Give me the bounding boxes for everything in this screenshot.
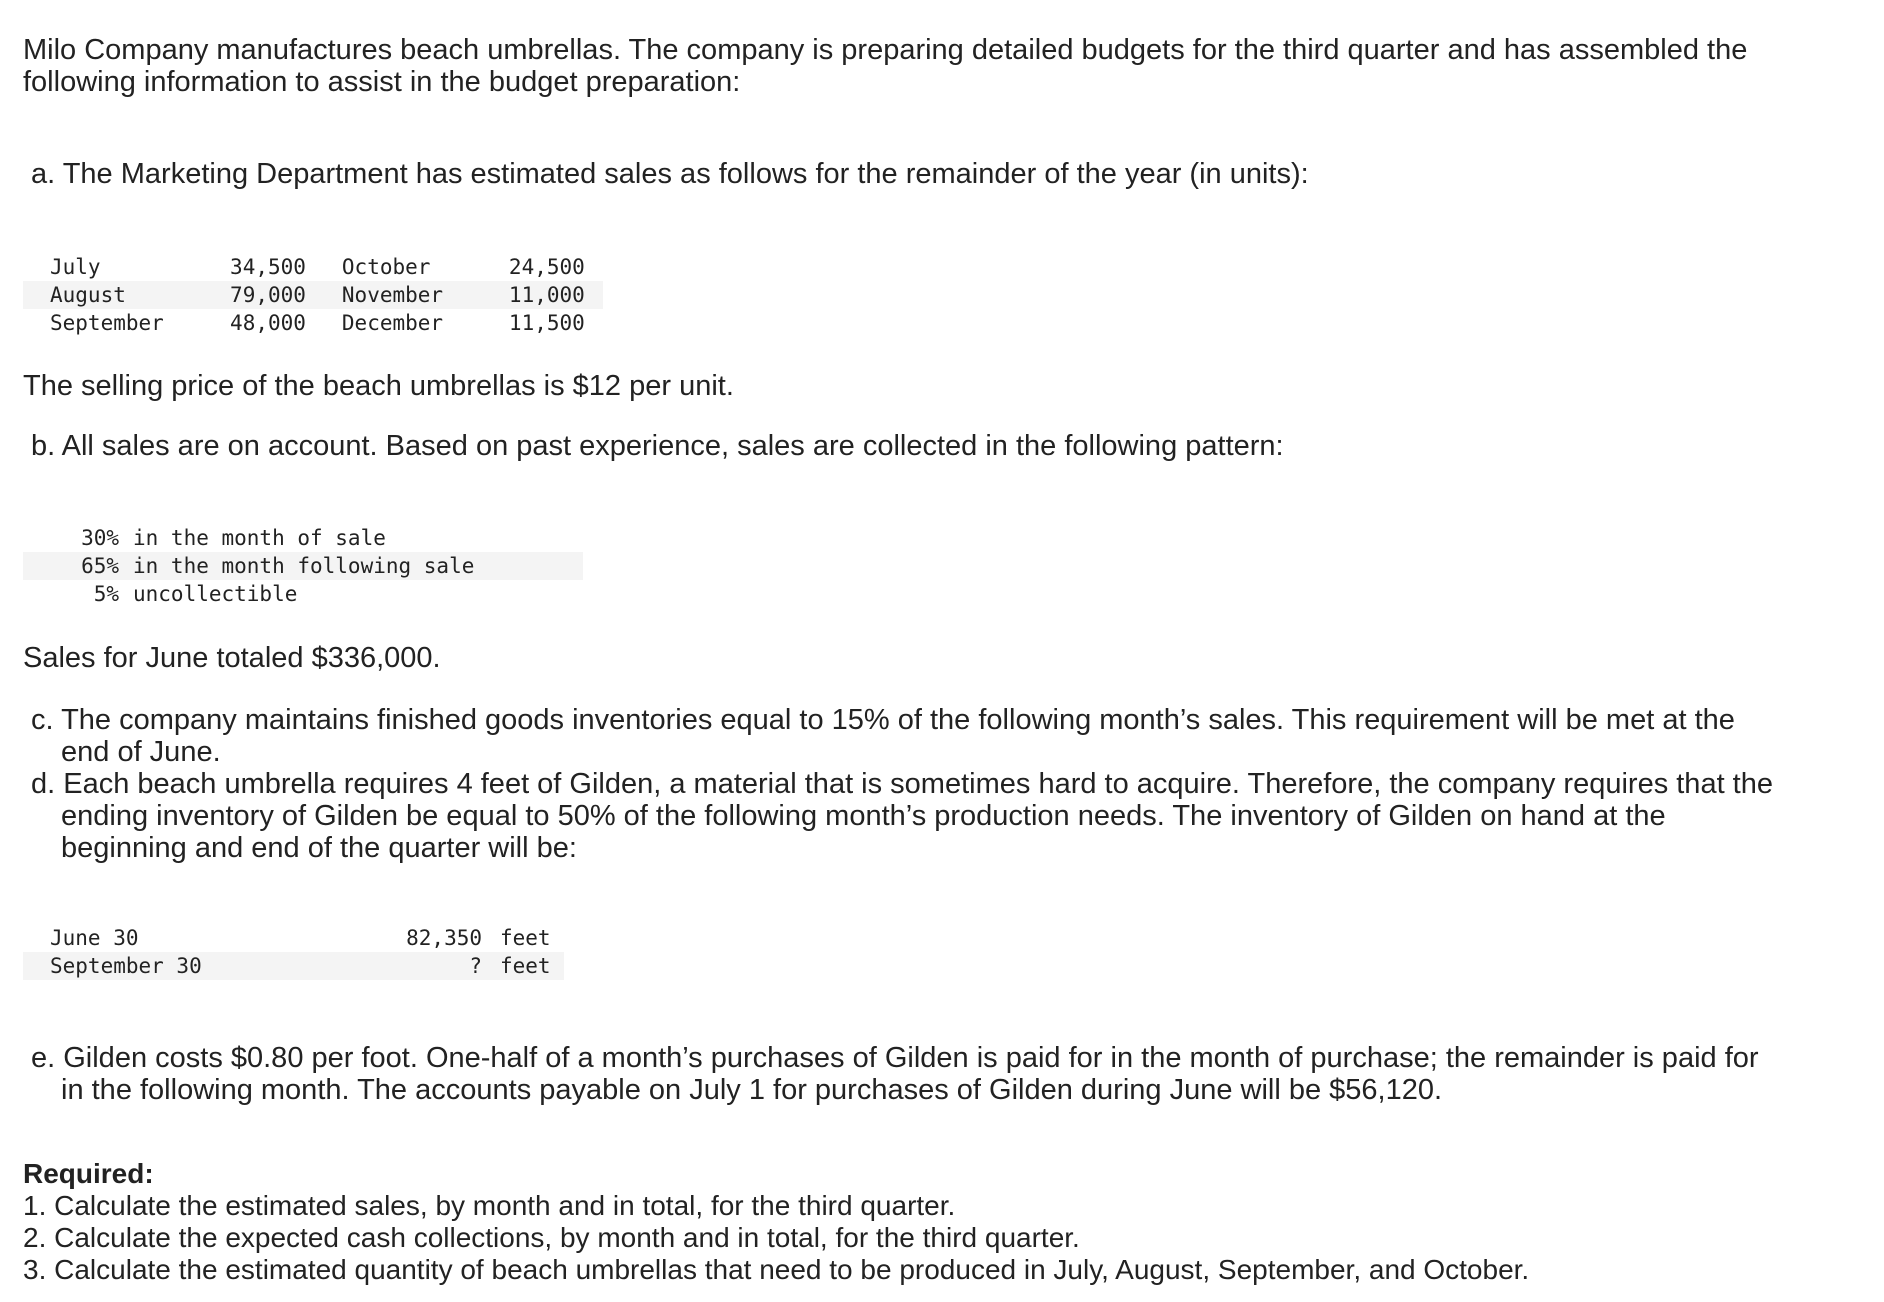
month-label: October <box>341 255 431 279</box>
date-label: September 30 <box>23 952 330 980</box>
item-a-text: a. The Marketing Department has estimated sales as follows for the remainder of the year (in units): <box>31 158 1309 190</box>
item-d-text: d. Each beach umbrella requires 4 feet of Gilden, a material that is sometimes hard to acquire. Therefore, the company requires that the ending inventory of Gilden be equal to 50% of the following month’s production needs. The inventory of Gilden on hand at the beginning and end of the quarter will be: <box>31 768 1773 864</box>
table-row <box>23 253 603 281</box>
gilden-inventory-table <box>23 924 564 980</box>
page-bottom-edge <box>0 1286 1884 1302</box>
collection-description: uncollectible <box>133 582 298 606</box>
table-row <box>23 552 583 580</box>
required-item: 3. Calculate the estimated quantity of beach umbrellas that need to be produced in July, August, September, and October. <box>23 1254 1530 1285</box>
percent-value: 5% <box>93 582 119 606</box>
month-label: July <box>50 255 101 279</box>
month-label: September <box>50 311 164 335</box>
units-value: 48,000 <box>230 311 306 335</box>
units-value: 79,000 <box>225 281 306 309</box>
table-row <box>23 524 583 552</box>
collection-description: in the month of sale <box>133 526 386 550</box>
required-item: 1. Calculate the estimated sales, by month and in total, for the third quarter. <box>23 1190 956 1221</box>
intro-paragraph: Milo Company manufactures beach umbrellas. The company is preparing detailed budgets for the third quarter and has assembled the following information to assist in the budget preparation: <box>23 34 1748 98</box>
units-value: 24,500 <box>508 255 585 279</box>
unit-label: feet <box>482 952 564 980</box>
required-section <box>23 1158 1529 1286</box>
units-value: 34,500 <box>230 255 306 279</box>
item-e-text: e. Gilden costs $0.80 per foot. One-half of a month’s purchases of Gilden is paid for in the month of purchase; the remainder is paid for in the following month. The accounts payable on July 1 for purchases of Gilden during June will be $56,120. <box>31 1042 1759 1106</box>
table-row <box>23 580 583 608</box>
units-value: 11,000 <box>504 281 585 309</box>
month-label: November <box>306 281 504 309</box>
units-value: 11,500 <box>508 311 585 335</box>
table-row <box>23 924 564 952</box>
unit-label: feet <box>500 926 551 950</box>
item-c-text: c. The company maintains finished goods inventories equal to 15% of the following month’s sales. This requirement will be met at the end of June. <box>31 704 1735 768</box>
percent-value: 30% <box>81 526 119 550</box>
sales-forecast-table <box>23 253 603 337</box>
percent-value: 65% <box>23 552 119 580</box>
selling-price-text: The selling price of the beach umbrellas is $12 per unit. <box>23 370 734 402</box>
month-label: August <box>23 281 225 309</box>
month-label: December <box>341 311 444 335</box>
collection-description: in the month following sale <box>119 552 483 580</box>
quantity-value: ? <box>330 952 482 980</box>
collection-pattern-table <box>23 524 583 608</box>
quantity-value: 82,350 <box>406 926 482 950</box>
table-row <box>23 281 603 309</box>
table-row <box>23 952 564 980</box>
date-label: June 30 <box>50 926 139 950</box>
item-b-text: b. All sales are on account. Based on past experience, sales are collected in the following pattern: <box>31 430 1284 462</box>
june-sales-text: Sales for June totaled $336,000. <box>23 642 441 674</box>
required-heading: Required: <box>23 1158 154 1189</box>
required-item: 2. Calculate the expected cash collections, by month and in total, for the third quarter. <box>23 1222 1080 1253</box>
table-row <box>23 309 603 337</box>
